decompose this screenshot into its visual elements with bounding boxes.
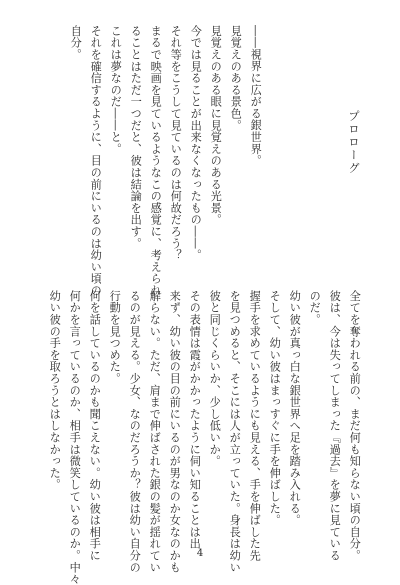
text-line: その表情は霞がかかったように伺い知ることは出 [188,290,202,550]
text-line: 幼い彼の手を取ろうとはしなかった。 [48,290,62,491]
chapter-title: プロローグ [347,110,361,175]
text-line: 何を話しているのかも聞こえない。幼い彼は相手に [88,290,102,562]
text-line: 来ず、幼い彼の目の前にいるのが男なのか女なのかも [168,290,182,574]
text-line: 全てを奪われる前の、まだ何も知らない頃の自分。 [348,290,362,562]
text-line: 幼い彼が真っ白な銀世界へ足を踏み入れる。 [288,290,302,526]
text-line: それ等をこうして見ているのは何故だろう？ [169,25,183,261]
text-line: 見覚えのある眼に見覚えのある光景。 [209,25,223,226]
text-line: のだ。 [308,290,322,326]
text-line: 自分。 [69,25,83,61]
text-line: ることはただ一つだと、彼は結論を出す。 [129,25,143,250]
text-line: 彼は、今は失ってしまった『過去』を夢に見ている [328,290,342,562]
text-line: 行動を見つめた。 [108,290,122,385]
text-line: 今では見ることが出来なくなったもの――。 [189,25,203,261]
page-number: 4 [196,548,204,559]
text-line: 見覚えのある景色。 [229,25,243,132]
text-line: 握手を求めているようにも見える、手を伸ばした先 [248,290,262,562]
text-line: これは夢なのだ――と。 [109,25,123,155]
text-line: ――視界に広がる銀世界。 [249,25,263,167]
text-line: を見つめると、そこには人が立っていた。身長は幼い [228,290,242,574]
text-line: 何かを言っているのか、相手は微笑しているのか。中々 [68,290,82,585]
text-line: まるで映画を見ているようなこの感覚に、考えられ [149,25,163,297]
text-line: そして、幼い彼はまっすぐに手を伸ばした。 [268,290,282,526]
text-line: 彼と同じくらいか、少し低いか。 [208,290,222,467]
text-line: それを確信するように、目の前にいるのは幼い頃の [89,25,103,297]
text-line: るのが見える。少女、なのだろうか？彼は幼い自分の [128,290,142,574]
text-line: 解らない。ただ、肩まで伸ばされた銀の髪が揺れてい [148,290,162,574]
